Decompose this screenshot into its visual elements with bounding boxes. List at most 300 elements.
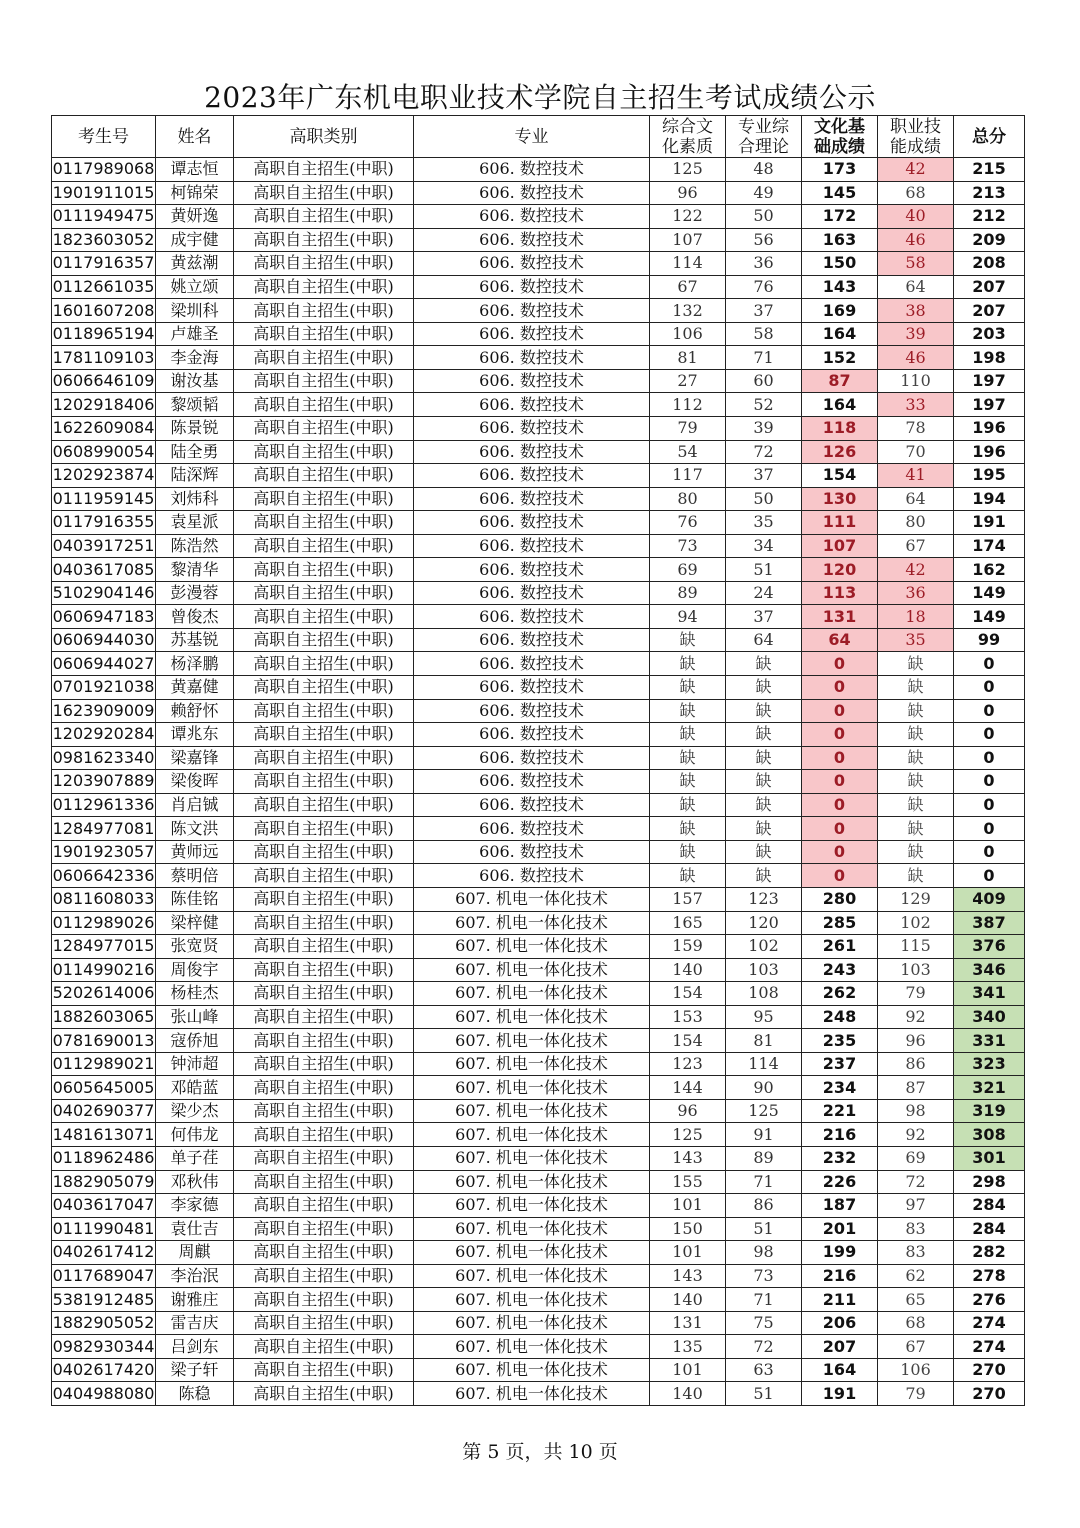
cell-category: 高职自主招生(中职) xyxy=(234,581,414,605)
cell-name: 李家德 xyxy=(156,1194,234,1218)
header-base-line1: 文化基 xyxy=(814,116,865,137)
cell-skill-score: 58 xyxy=(878,252,954,276)
cell-base-score: 201 xyxy=(802,1217,878,1241)
cell-base-score: 235 xyxy=(802,1029,878,1053)
cell-name: 单子荏 xyxy=(156,1146,234,1170)
cell-base-score: 226 xyxy=(802,1170,878,1194)
cell-culture-score: 79 xyxy=(650,417,726,441)
cell-name: 何伟龙 xyxy=(156,1123,234,1147)
cell-category: 高职自主招生(中职) xyxy=(234,417,414,441)
cell-major: 606. 数控技术 xyxy=(414,346,650,370)
cell-category: 高职自主招生(中职) xyxy=(234,887,414,911)
cell-base-score: 164 xyxy=(802,1358,878,1382)
cell-culture-score: 缺 xyxy=(650,628,726,652)
cell-name: 谭兆东 xyxy=(156,723,234,747)
cell-name: 谢雅庄 xyxy=(156,1288,234,1312)
cell-total-score: 270 xyxy=(954,1358,1025,1382)
cell-skill-score: 缺 xyxy=(878,770,954,794)
cell-major: 606. 数控技术 xyxy=(414,440,650,464)
cell-skill-score: 缺 xyxy=(878,699,954,723)
cell-category: 高职自主招生(中职) xyxy=(234,534,414,558)
cell-skill-score: 79 xyxy=(878,982,954,1006)
cell-major: 606. 数控技术 xyxy=(414,158,650,182)
cell-theory-score: 72 xyxy=(726,440,802,464)
cell-exam-id: 0608990054 xyxy=(52,440,156,464)
cell-exam-id: 5102904146 xyxy=(52,581,156,605)
header-theory xyxy=(726,116,802,158)
cell-name: 李治泯 xyxy=(156,1264,234,1288)
cell-culture-score: 125 xyxy=(650,158,726,182)
cell-culture-score: 106 xyxy=(650,322,726,346)
table-row xyxy=(52,793,1025,817)
cell-exam-id: 1284977081 xyxy=(52,817,156,841)
cell-major: 606. 数控技术 xyxy=(414,558,650,582)
cell-culture-score: 73 xyxy=(650,534,726,558)
cell-name: 姚立颂 xyxy=(156,275,234,299)
cell-name: 陆深辉 xyxy=(156,464,234,488)
cell-exam-id: 0701921038 xyxy=(52,676,156,700)
cell-culture-score: 140 xyxy=(650,958,726,982)
cell-name: 雷吉庆 xyxy=(156,1311,234,1335)
cell-base-score: 113 xyxy=(802,581,878,605)
cell-total-score: 340 xyxy=(954,1005,1025,1029)
table-row xyxy=(52,299,1025,323)
cell-major: 607. 机电一体化技术 xyxy=(414,1146,650,1170)
header-culture-line1: 综合文 xyxy=(662,116,713,137)
cell-culture-score: 69 xyxy=(650,558,726,582)
cell-name: 陆全勇 xyxy=(156,440,234,464)
cell-category: 高职自主招生(中职) xyxy=(234,299,414,323)
table-row xyxy=(52,935,1025,959)
header-skill-line1: 职业技 xyxy=(890,116,941,137)
table-row xyxy=(52,723,1025,747)
cell-exam-id: 0118965194 xyxy=(52,322,156,346)
cell-culture-score: 89 xyxy=(650,581,726,605)
cell-total-score: 212 xyxy=(954,205,1025,229)
cell-skill-score: 65 xyxy=(878,1288,954,1312)
cell-category: 高职自主招生(中职) xyxy=(234,1052,414,1076)
cell-exam-id: 0111949475 xyxy=(52,205,156,229)
cell-base-score: 199 xyxy=(802,1241,878,1265)
cell-total-score: 270 xyxy=(954,1382,1025,1406)
cell-exam-id: 0403917251 xyxy=(52,534,156,558)
cell-base-score: 191 xyxy=(802,1382,878,1406)
cell-culture-score: 159 xyxy=(650,935,726,959)
table-row xyxy=(52,817,1025,841)
cell-name: 谭志恒 xyxy=(156,158,234,182)
cell-exam-id: 0811608033 xyxy=(52,887,156,911)
cell-culture-score: 缺 xyxy=(650,840,726,864)
cell-total-score: 149 xyxy=(954,605,1025,629)
cell-category: 高职自主招生(中职) xyxy=(234,1029,414,1053)
cell-skill-score: 缺 xyxy=(878,793,954,817)
cell-base-score: 107 xyxy=(802,534,878,558)
cell-major: 606. 数控技术 xyxy=(414,511,650,535)
table-row xyxy=(52,1335,1025,1359)
cell-name: 邓皓蓝 xyxy=(156,1076,234,1100)
cell-name: 成宇健 xyxy=(156,228,234,252)
cell-total-score: 197 xyxy=(954,393,1025,417)
cell-skill-score: 67 xyxy=(878,1335,954,1359)
cell-base-score: 0 xyxy=(802,817,878,841)
cell-total-score: 0 xyxy=(954,770,1025,794)
cell-skill-score: 78 xyxy=(878,417,954,441)
cell-culture-score: 缺 xyxy=(650,699,726,723)
table-row xyxy=(52,369,1025,393)
header-name: 姓名 xyxy=(156,116,234,158)
cell-total-score: 209 xyxy=(954,228,1025,252)
table-row xyxy=(52,1311,1025,1335)
cell-skill-score: 62 xyxy=(878,1264,954,1288)
cell-skill-score: 106 xyxy=(878,1358,954,1382)
cell-total-score: 301 xyxy=(954,1146,1025,1170)
cell-name: 张宽贤 xyxy=(156,935,234,959)
cell-total-score: 213 xyxy=(954,181,1025,205)
cell-category: 高职自主招生(中职) xyxy=(234,1146,414,1170)
cell-name: 钟沛超 xyxy=(156,1052,234,1076)
cell-total-score: 174 xyxy=(954,534,1025,558)
cell-culture-score: 140 xyxy=(650,1288,726,1312)
cell-culture-score: 154 xyxy=(650,982,726,1006)
cell-total-score: 207 xyxy=(954,275,1025,299)
cell-exam-id: 0117916355 xyxy=(52,511,156,535)
cell-skill-score: 缺 xyxy=(878,676,954,700)
cell-theory-score: 76 xyxy=(726,275,802,299)
cell-name: 卢雄圣 xyxy=(156,322,234,346)
cell-name: 赖舒怀 xyxy=(156,699,234,723)
cell-skill-score: 98 xyxy=(878,1099,954,1123)
cell-theory-score: 51 xyxy=(726,558,802,582)
cell-category: 高职自主招生(中职) xyxy=(234,864,414,888)
cell-culture-score: 157 xyxy=(650,887,726,911)
cell-culture-score: 101 xyxy=(650,1194,726,1218)
table-row xyxy=(52,652,1025,676)
cell-base-score: 0 xyxy=(802,723,878,747)
cell-base-score: 164 xyxy=(802,322,878,346)
cell-major: 606. 数控技术 xyxy=(414,487,650,511)
cell-base-score: 285 xyxy=(802,911,878,935)
cell-theory-score: 123 xyxy=(726,887,802,911)
cell-culture-score: 150 xyxy=(650,1217,726,1241)
cell-skill-score: 42 xyxy=(878,558,954,582)
cell-theory-score: 51 xyxy=(726,1382,802,1406)
cell-category: 高职自主招生(中职) xyxy=(234,1170,414,1194)
cell-category: 高职自主招生(中职) xyxy=(234,1358,414,1382)
cell-category: 高职自主招生(中职) xyxy=(234,1099,414,1123)
header-id: 考生号 xyxy=(52,116,156,158)
cell-theory-score: 50 xyxy=(726,487,802,511)
table-row xyxy=(52,958,1025,982)
cell-name: 梁俊晖 xyxy=(156,770,234,794)
cell-total-score: 323 xyxy=(954,1052,1025,1076)
cell-total-score: 0 xyxy=(954,723,1025,747)
cell-category: 高职自主招生(中职) xyxy=(234,935,414,959)
cell-culture-score: 27 xyxy=(650,369,726,393)
cell-culture-score: 165 xyxy=(650,911,726,935)
cell-theory-score: 63 xyxy=(726,1358,802,1382)
cell-skill-score: 87 xyxy=(878,1076,954,1100)
cell-base-score: 216 xyxy=(802,1264,878,1288)
cell-base-score: 0 xyxy=(802,746,878,770)
cell-exam-id: 0118962486 xyxy=(52,1146,156,1170)
cell-skill-score: 86 xyxy=(878,1052,954,1076)
cell-culture-score: 缺 xyxy=(650,652,726,676)
header-theory-line1: 专业综 xyxy=(738,116,789,137)
cell-theory-score: 37 xyxy=(726,464,802,488)
table-row xyxy=(52,205,1025,229)
cell-total-score: 0 xyxy=(954,746,1025,770)
cell-skill-score: 64 xyxy=(878,487,954,511)
cell-base-score: 0 xyxy=(802,652,878,676)
cell-total-score: 282 xyxy=(954,1241,1025,1265)
cell-major: 607. 机电一体化技术 xyxy=(414,911,650,935)
cell-theory-score: 58 xyxy=(726,322,802,346)
cell-base-score: 207 xyxy=(802,1335,878,1359)
cell-theory-score: 73 xyxy=(726,1264,802,1288)
cell-culture-score: 76 xyxy=(650,511,726,535)
cell-culture-score: 80 xyxy=(650,487,726,511)
table-row xyxy=(52,628,1025,652)
cell-major: 607. 机电一体化技术 xyxy=(414,1241,650,1265)
cell-name: 陈稳 xyxy=(156,1382,234,1406)
cell-skill-score: 97 xyxy=(878,1194,954,1218)
cell-exam-id: 1823603052 xyxy=(52,228,156,252)
table-row xyxy=(52,1194,1025,1218)
cell-base-score: 216 xyxy=(802,1123,878,1147)
cell-base-score: 87 xyxy=(802,369,878,393)
cell-theory-score: 49 xyxy=(726,181,802,205)
cell-skill-score: 83 xyxy=(878,1241,954,1265)
cell-name: 邓秋伟 xyxy=(156,1170,234,1194)
cell-base-score: 221 xyxy=(802,1099,878,1123)
cell-major: 606. 数控技术 xyxy=(414,299,650,323)
cell-total-score: 276 xyxy=(954,1288,1025,1312)
cell-base-score: 130 xyxy=(802,487,878,511)
cell-category: 高职自主招生(中职) xyxy=(234,181,414,205)
cell-base-score: 118 xyxy=(802,417,878,441)
cell-category: 高职自主招生(中职) xyxy=(234,1241,414,1265)
cell-category: 高职自主招生(中职) xyxy=(234,817,414,841)
cell-skill-score: 80 xyxy=(878,511,954,535)
header-base xyxy=(802,116,878,158)
cell-theory-score: 缺 xyxy=(726,746,802,770)
cell-major: 607. 机电一体化技术 xyxy=(414,958,650,982)
cell-skill-score: 103 xyxy=(878,958,954,982)
table-row xyxy=(52,558,1025,582)
cell-exam-id: 1202920284 xyxy=(52,723,156,747)
cell-major: 606. 数控技术 xyxy=(414,699,650,723)
cell-exam-id: 1601607208 xyxy=(52,299,156,323)
cell-total-score: 284 xyxy=(954,1194,1025,1218)
cell-total-score: 0 xyxy=(954,652,1025,676)
cell-exam-id: 1882905079 xyxy=(52,1170,156,1194)
table-row xyxy=(52,1170,1025,1194)
cell-exam-id: 0404988080 xyxy=(52,1382,156,1406)
cell-theory-score: 缺 xyxy=(726,676,802,700)
cell-theory-score: 60 xyxy=(726,369,802,393)
cell-base-score: 152 xyxy=(802,346,878,370)
cell-major: 607. 机电一体化技术 xyxy=(414,1099,650,1123)
cell-base-score: 173 xyxy=(802,158,878,182)
cell-category: 高职自主招生(中职) xyxy=(234,699,414,723)
table-row xyxy=(52,1099,1025,1123)
cell-total-score: 409 xyxy=(954,887,1025,911)
cell-skill-score: 35 xyxy=(878,628,954,652)
header-culture-line2: 化素质 xyxy=(662,136,713,157)
cell-skill-score: 33 xyxy=(878,393,954,417)
cell-category: 高职自主招生(中职) xyxy=(234,228,414,252)
cell-total-score: 376 xyxy=(954,935,1025,959)
cell-culture-score: 54 xyxy=(650,440,726,464)
cell-theory-score: 37 xyxy=(726,605,802,629)
cell-base-score: 243 xyxy=(802,958,878,982)
cell-total-score: 274 xyxy=(954,1311,1025,1335)
cell-total-score: 162 xyxy=(954,558,1025,582)
cell-theory-score: 71 xyxy=(726,1288,802,1312)
cell-name: 张山峰 xyxy=(156,1005,234,1029)
cell-base-score: 154 xyxy=(802,464,878,488)
cell-exam-id: 0403617085 xyxy=(52,558,156,582)
table-row xyxy=(52,346,1025,370)
cell-category: 高职自主招生(中职) xyxy=(234,1123,414,1147)
cell-category: 高职自主招生(中职) xyxy=(234,511,414,535)
cell-skill-score: 68 xyxy=(878,1311,954,1335)
cell-theory-score: 36 xyxy=(726,252,802,276)
cell-name: 陈佳铭 xyxy=(156,887,234,911)
cell-major: 606. 数控技术 xyxy=(414,581,650,605)
cell-skill-score: 83 xyxy=(878,1217,954,1241)
cell-category: 高职自主招生(中职) xyxy=(234,1264,414,1288)
cell-exam-id: 1623909009 xyxy=(52,699,156,723)
cell-major: 607. 机电一体化技术 xyxy=(414,1123,650,1147)
cell-total-score: 215 xyxy=(954,158,1025,182)
table-row xyxy=(52,275,1025,299)
table-row xyxy=(52,911,1025,935)
cell-theory-score: 缺 xyxy=(726,817,802,841)
table-row xyxy=(52,1241,1025,1265)
cell-name: 梁子轩 xyxy=(156,1358,234,1382)
cell-base-score: 111 xyxy=(802,511,878,535)
table-row xyxy=(52,1146,1025,1170)
cell-theory-score: 缺 xyxy=(726,864,802,888)
cell-exam-id: 5381912485 xyxy=(52,1288,156,1312)
cell-category: 高职自主招生(中职) xyxy=(234,252,414,276)
cell-category: 高职自主招生(中职) xyxy=(234,558,414,582)
cell-exam-id: 0111990481 xyxy=(52,1217,156,1241)
cell-name: 黎颂韬 xyxy=(156,393,234,417)
cell-culture-score: 101 xyxy=(650,1241,726,1265)
cell-total-score: 346 xyxy=(954,958,1025,982)
cell-skill-score: 129 xyxy=(878,887,954,911)
cell-base-score: 126 xyxy=(802,440,878,464)
table-row xyxy=(52,1264,1025,1288)
cell-category: 高职自主招生(中职) xyxy=(234,1288,414,1312)
cell-category: 高职自主招生(中职) xyxy=(234,676,414,700)
cell-major: 606. 数控技术 xyxy=(414,464,650,488)
cell-theory-score: 86 xyxy=(726,1194,802,1218)
cell-major: 606. 数控技术 xyxy=(414,605,650,629)
cell-skill-score: 68 xyxy=(878,181,954,205)
cell-category: 高职自主招生(中职) xyxy=(234,652,414,676)
cell-culture-score: 缺 xyxy=(650,864,726,888)
cell-exam-id: 0403617047 xyxy=(52,1194,156,1218)
cell-name: 周麒 xyxy=(156,1241,234,1265)
cell-name: 梁梓健 xyxy=(156,911,234,935)
cell-exam-id: 0117916357 xyxy=(52,252,156,276)
cell-culture-score: 96 xyxy=(650,1099,726,1123)
cell-base-score: 234 xyxy=(802,1076,878,1100)
cell-category: 高职自主招生(中职) xyxy=(234,911,414,935)
cell-major: 607. 机电一体化技术 xyxy=(414,935,650,959)
cell-skill-score: 70 xyxy=(878,440,954,464)
cell-total-score: 207 xyxy=(954,299,1025,323)
score-table-body xyxy=(52,158,1025,1406)
cell-culture-score: 96 xyxy=(650,181,726,205)
cell-skill-score: 115 xyxy=(878,935,954,959)
table-row xyxy=(52,699,1025,723)
cell-skill-score: 38 xyxy=(878,299,954,323)
cell-exam-id: 0606642336 xyxy=(52,864,156,888)
cell-total-score: 387 xyxy=(954,911,1025,935)
table-row xyxy=(52,840,1025,864)
cell-skill-score: 42 xyxy=(878,158,954,182)
cell-total-score: 298 xyxy=(954,1170,1025,1194)
table-row xyxy=(52,158,1025,182)
cell-culture-score: 缺 xyxy=(650,793,726,817)
cell-category: 高职自主招生(中职) xyxy=(234,793,414,817)
cell-theory-score: 缺 xyxy=(726,652,802,676)
cell-major: 606. 数控技术 xyxy=(414,770,650,794)
cell-skill-score: 69 xyxy=(878,1146,954,1170)
table-row xyxy=(52,676,1025,700)
cell-name: 刘炜科 xyxy=(156,487,234,511)
cell-major: 606. 数控技术 xyxy=(414,205,650,229)
cell-major: 606. 数控技术 xyxy=(414,534,650,558)
cell-name: 杨泽鹏 xyxy=(156,652,234,676)
cell-theory-score: 75 xyxy=(726,1311,802,1335)
cell-name: 彭漫蓉 xyxy=(156,581,234,605)
cell-total-score: 274 xyxy=(954,1335,1025,1359)
cell-name: 黄妍逸 xyxy=(156,205,234,229)
table-row xyxy=(52,1076,1025,1100)
header-theory-line2: 合理论 xyxy=(738,136,789,157)
cell-culture-score: 缺 xyxy=(650,676,726,700)
cell-total-score: 99 xyxy=(954,628,1025,652)
table-row xyxy=(52,864,1025,888)
cell-exam-id: 0781690013 xyxy=(52,1029,156,1053)
cell-major: 606. 数控技术 xyxy=(414,181,650,205)
cell-exam-id: 1622609084 xyxy=(52,417,156,441)
cell-culture-score: 131 xyxy=(650,1311,726,1335)
cell-exam-id: 0112961336 xyxy=(52,793,156,817)
cell-category: 高职自主招生(中职) xyxy=(234,275,414,299)
cell-skill-score: 缺 xyxy=(878,746,954,770)
cell-major: 607. 机电一体化技术 xyxy=(414,1029,650,1053)
cell-theory-score: 103 xyxy=(726,958,802,982)
cell-skill-score: 67 xyxy=(878,534,954,558)
cell-theory-score: 37 xyxy=(726,299,802,323)
cell-major: 607. 机电一体化技术 xyxy=(414,1311,650,1335)
cell-culture-score: 101 xyxy=(650,1358,726,1382)
cell-exam-id: 0402617420 xyxy=(52,1358,156,1382)
cell-theory-score: 24 xyxy=(726,581,802,605)
cell-total-score: 341 xyxy=(954,982,1025,1006)
cell-exam-id: 1284977015 xyxy=(52,935,156,959)
cell-name: 黄兹潮 xyxy=(156,252,234,276)
table-row xyxy=(52,417,1025,441)
cell-major: 606. 数控技术 xyxy=(414,322,650,346)
cell-major: 606. 数控技术 xyxy=(414,864,650,888)
